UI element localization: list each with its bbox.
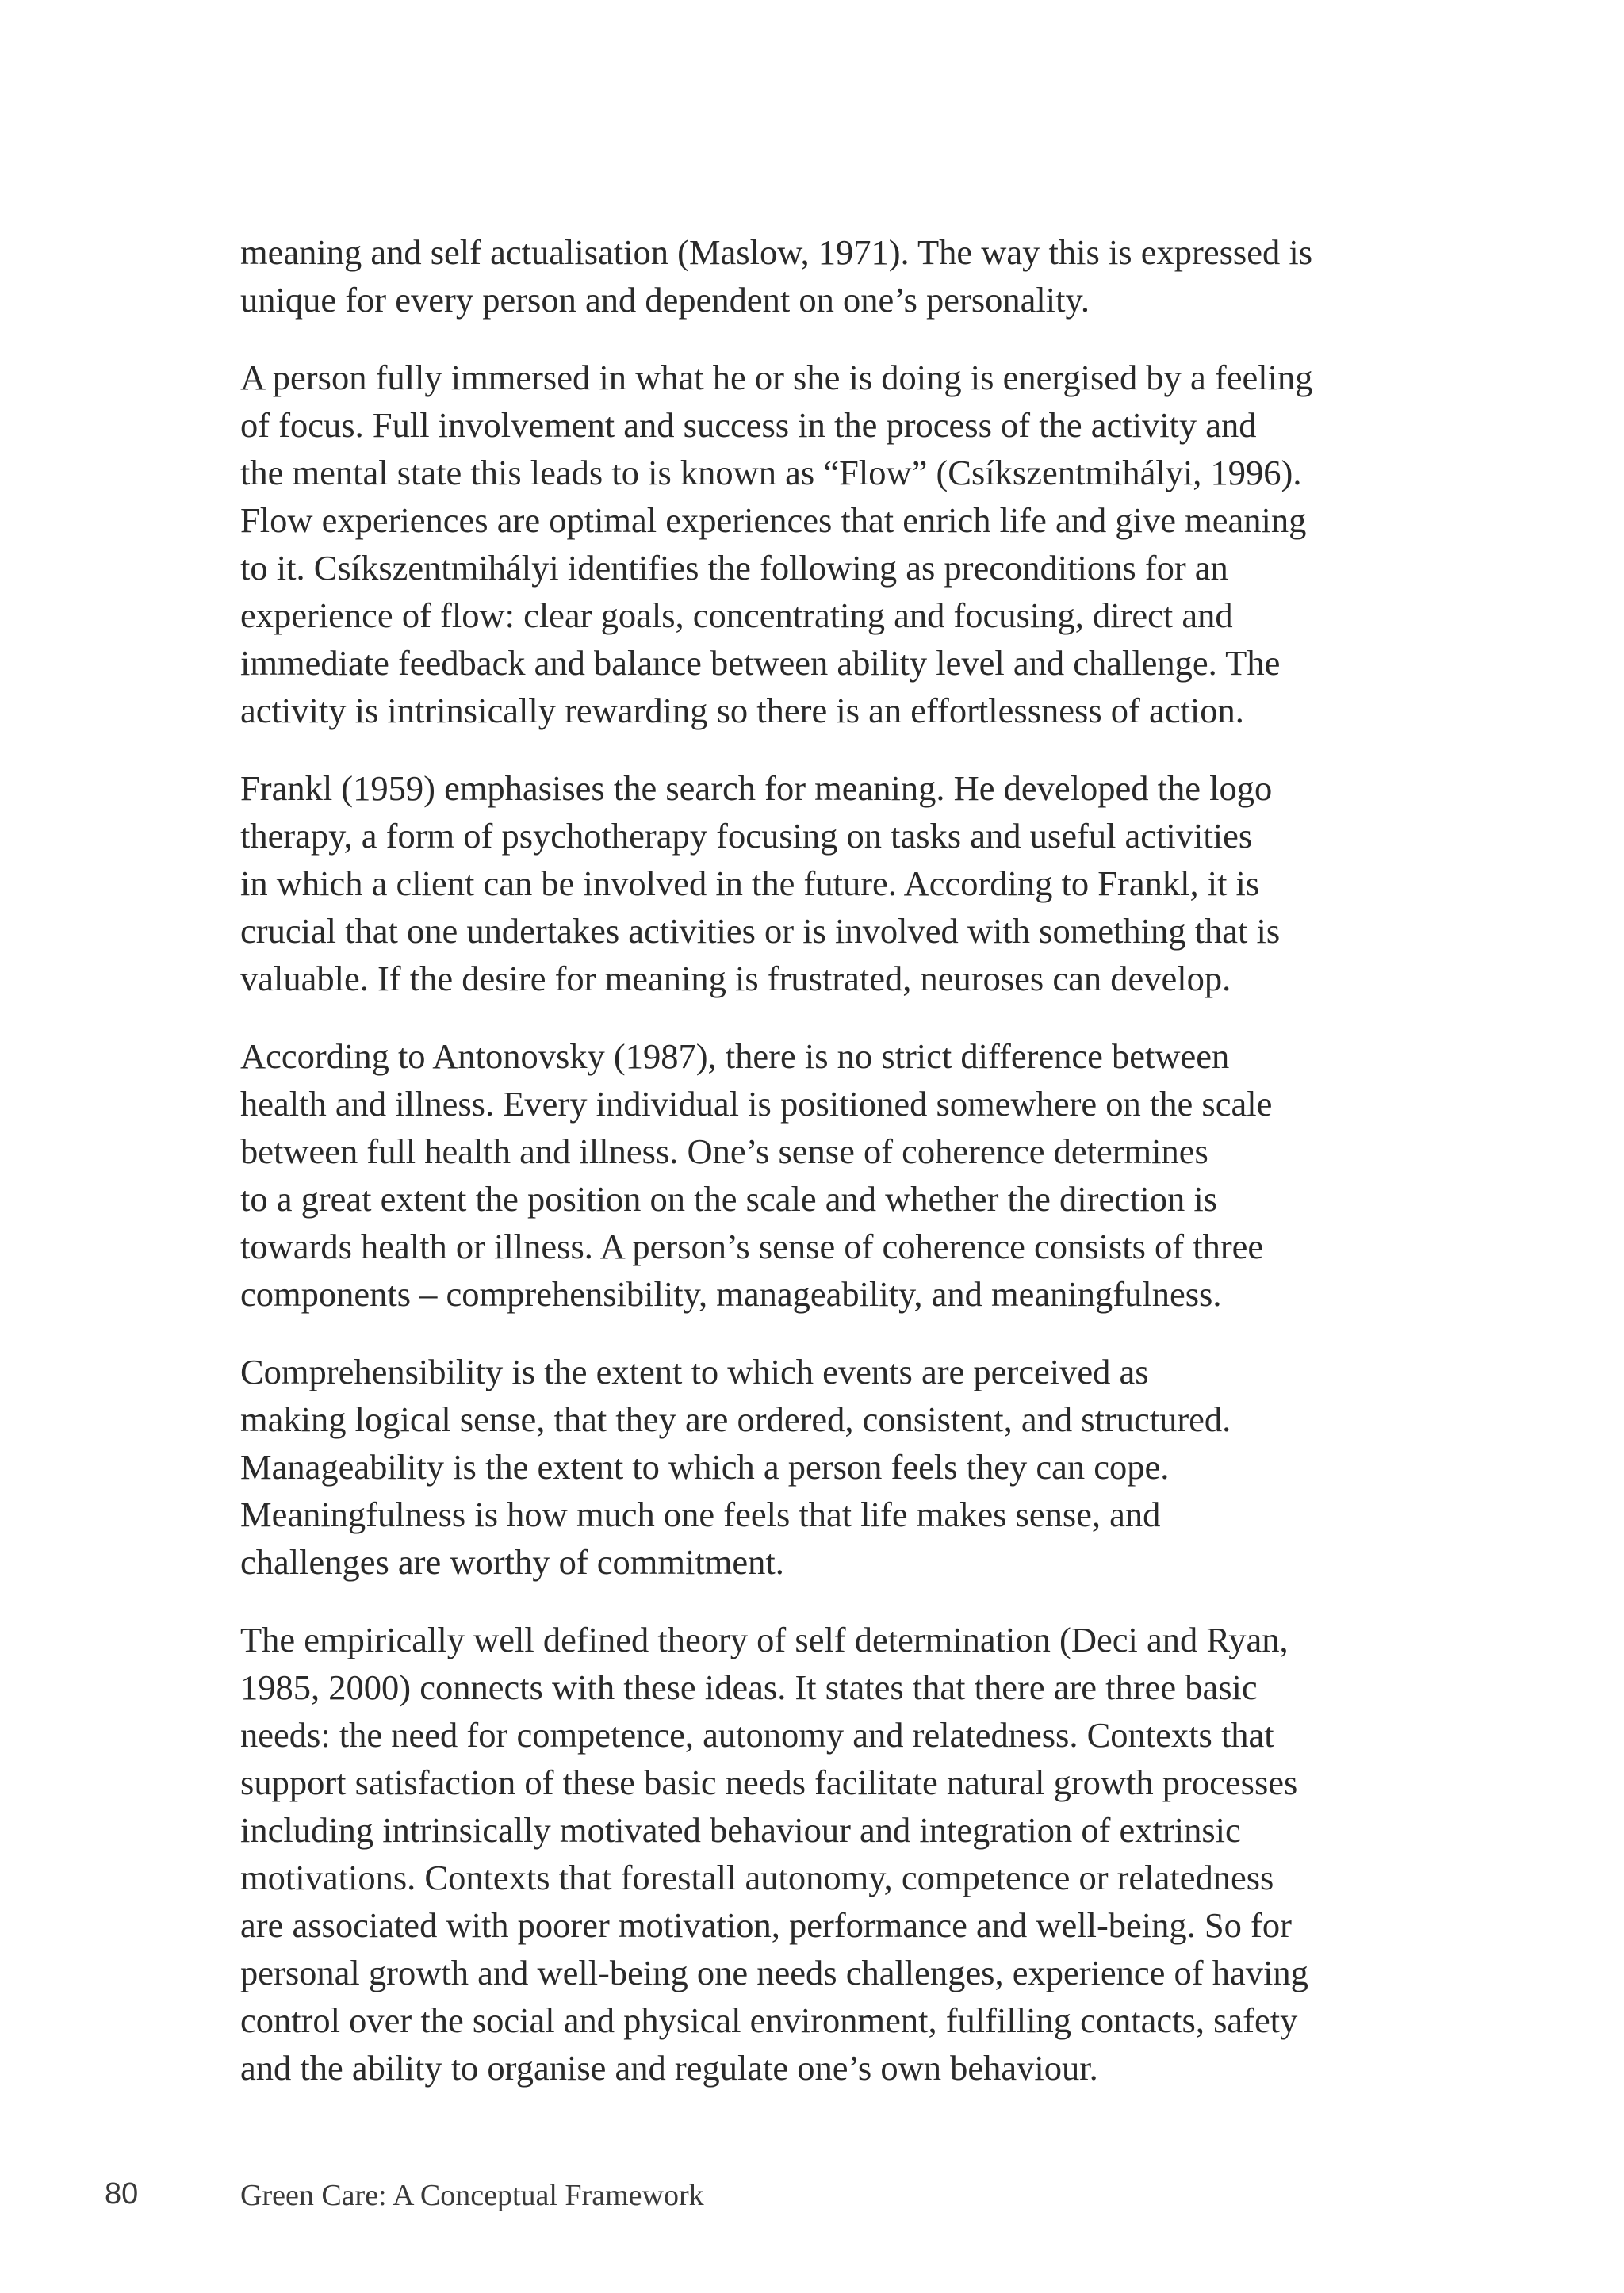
text-line: between full health and illness. One’s sense of coherence determines [240, 1131, 1208, 1171]
paragraph-flow [240, 354, 1402, 734]
text-line: challenges are worthy of commitment. [240, 1542, 784, 1582]
text-line: According to Antonovsky (1987), there is no strict difference between [240, 1036, 1230, 1076]
text-line: meaning and self actualisation (Maslow, 1971). The way this is expressed is [240, 232, 1313, 272]
text-line: immediate feedback and balance between ability level and challenge. The [240, 643, 1281, 683]
text-line: the mental state this leads to is known as “Flow” (Csíkszentmihályi, 1996). [240, 453, 1302, 492]
paragraph-antonovsky [240, 1032, 1402, 1318]
paragraph-comprehensibility [240, 1348, 1402, 1586]
text-line: are associated with poorer motivation, performance and well-being. So for [240, 1905, 1292, 1945]
text-line: experience of flow: clear goals, concentrating and focusing, direct and [240, 595, 1233, 635]
text-line: and the ability to organise and regulate one’s own behaviour. [240, 2048, 1098, 2088]
text-line: in which a client can be involved in the future. According to Frankl, it is [240, 863, 1260, 903]
text-line: to it. Csíkszentmihályi identifies the following as preconditions for an [240, 548, 1228, 588]
paragraph-self-determination [240, 1616, 1402, 2092]
text-line: therapy, a form of psychotherapy focusing on tasks and useful activities [240, 816, 1253, 856]
text-line: motivations. Contexts that forestall autonomy, competence or relatedness [240, 1858, 1274, 1897]
running-title: Green Care: A Conceptual Framework [240, 2179, 704, 2212]
text-line: The empirically well defined theory of self determination (Deci and Ryan, [240, 1620, 1289, 1659]
text-line: components – comprehensibility, manageability, and meaningfulness. [240, 1274, 1222, 1314]
paragraph-frankl [240, 764, 1402, 1002]
text-line: Manageability is the extent to which a person feels they can cope. [240, 1447, 1170, 1487]
paragraph-maslow [240, 228, 1402, 323]
text-line: personal growth and well-being one needs challenges, experience of having [240, 1953, 1308, 1992]
text-line: valuable. If the desire for meaning is frustrated, neuroses can develop. [240, 959, 1231, 998]
text-line: making logical sense, that they are ordered, consistent, and structured. [240, 1399, 1231, 1439]
text-line: 1985, 2000) connects with these ideas. It states that there are three basic [240, 1667, 1258, 1707]
text-line: towards health or illness. A person’s sense of coherence consists of three [240, 1227, 1264, 1266]
text-line: of focus. Full involvement and success in the process of the activity and [240, 405, 1257, 445]
body-text [240, 228, 1402, 2122]
text-line: to a great extent the position on the scale and whether the direction is [240, 1179, 1218, 1219]
page-number: 80 [105, 2177, 139, 2211]
page-footer [0, 2174, 1624, 2222]
text-line: including intrinsically motivated behaviour and integration of extrinsic [240, 1810, 1241, 1850]
text-line: Comprehensibility is the extent to which events are perceived as [240, 1352, 1149, 1391]
text-line: activity is intrinsically rewarding so there is an effortlessness of action. [240, 691, 1244, 730]
text-line: needs: the need for competence, autonomy and relatedness. Contexts that [240, 1715, 1274, 1755]
text-line: Meaningfulness is how much one feels that life makes sense, and [240, 1495, 1161, 1534]
text-line: Frankl (1959) emphasises the search for meaning. He developed the logo [240, 768, 1273, 808]
text-line: control over the social and physical environment, fulfilling contacts, safety [240, 2000, 1298, 2040]
text-line: A person fully immersed in what he or she is doing is energised by a feeling [240, 358, 1313, 397]
text-line: health and illness. Every individual is positioned somewhere on the scale [240, 1084, 1273, 1124]
text-line: Flow experiences are optimal experiences that enrich life and give meaning [240, 500, 1307, 540]
text-line: unique for every person and dependent on one’s personality. [240, 280, 1090, 320]
text-line: crucial that one undertakes activities or is involved with something that is [240, 911, 1281, 951]
text-line: support satisfaction of these basic needs facilitate natural growth processes [240, 1763, 1298, 1802]
